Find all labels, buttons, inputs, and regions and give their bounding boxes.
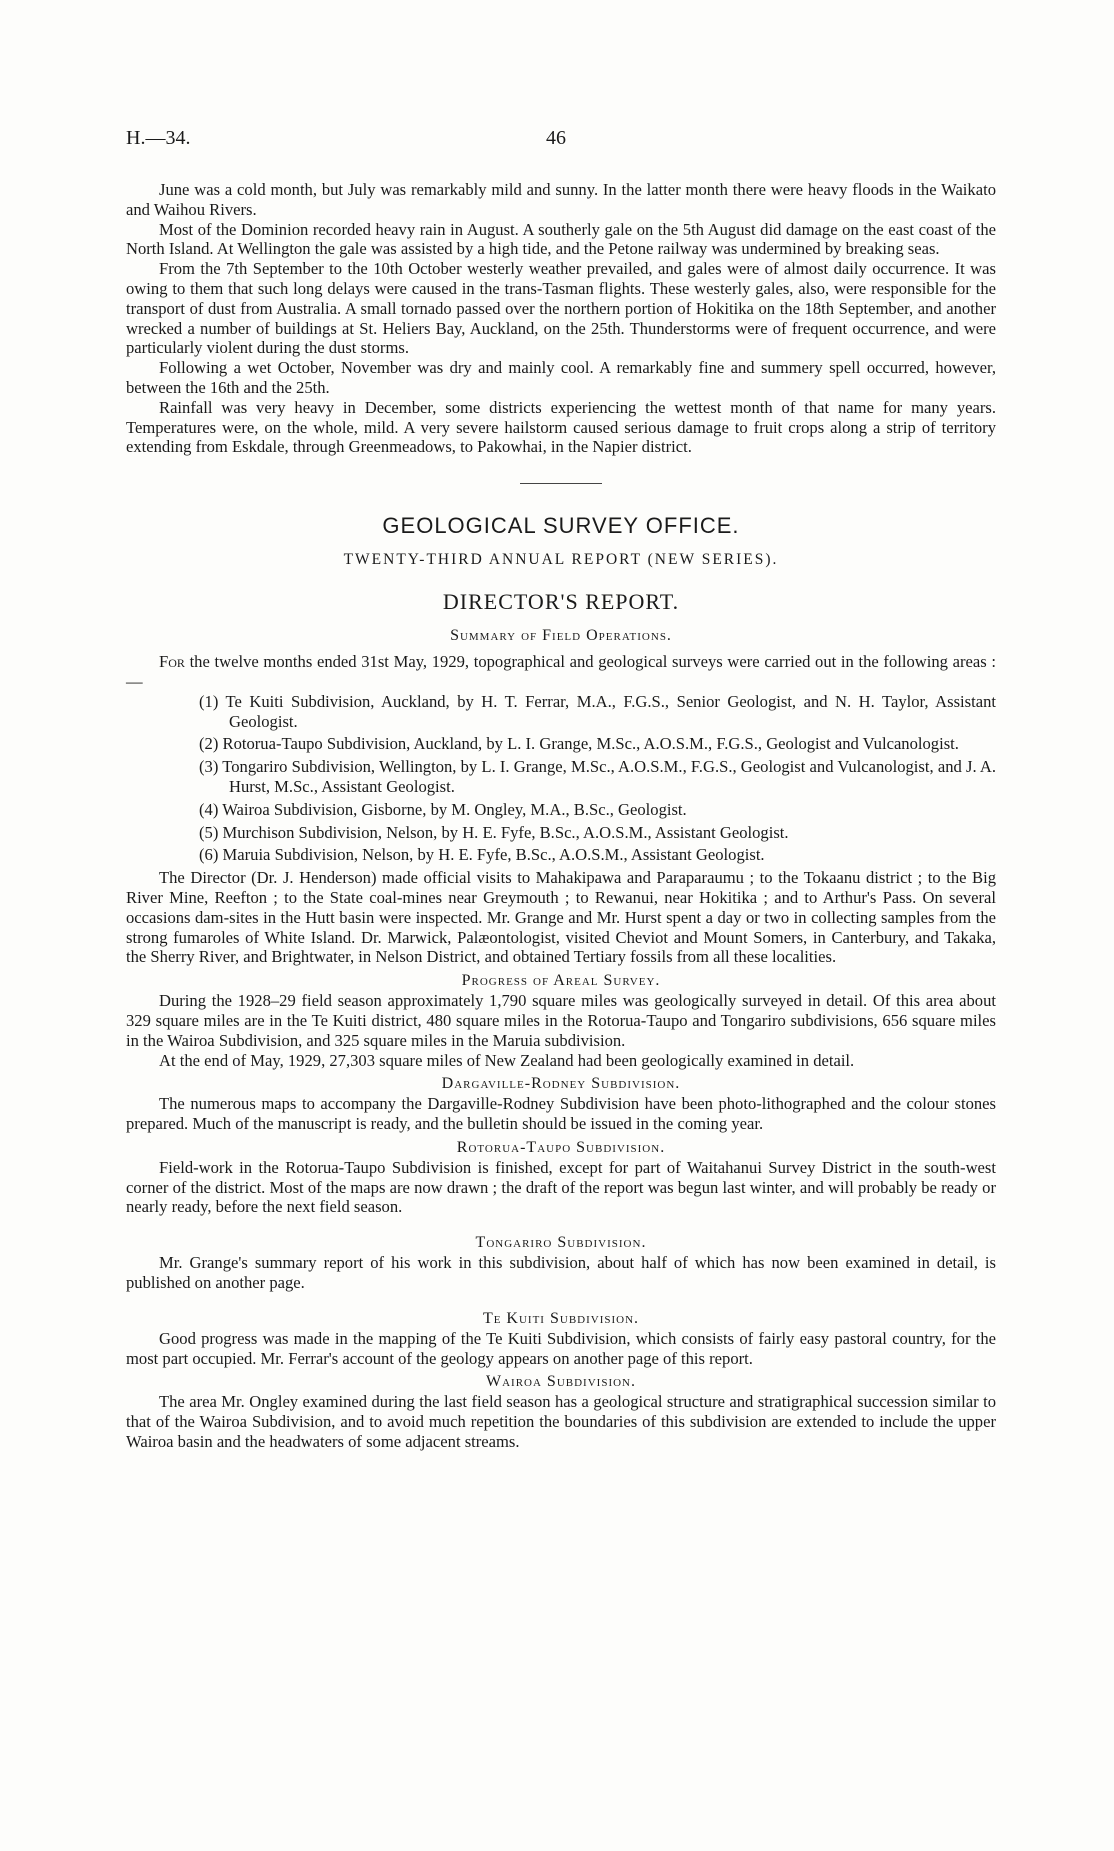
paragraph: The area Mr. Ongley examined during the last field season has a geological structure and stratigraphical succession similar to that of the Wairoa Subdivision, and to avoid much repetition the boundaries of this subdivision are extended to include the upper Wairoa basin and the headwaters of some adjacent streams. (126, 1392, 996, 1452)
summary-heading: Summary of Field Operations. (450, 627, 672, 645)
paragraph: At the end of May, 1929, 27,303 square miles of New Zealand had been geologically examined in detail. (159, 1050, 855, 1070)
section-heading: Dargaville-Rodney Subdivision. (441, 1075, 681, 1093)
list-item: (3) Tongariro Subdivision, Wellington, by L. I. Grange, M.Sc., A.O.S.M., F.G.S., Geologist and Vulcanologist, and J. A. Hurst, M.Sc., Assistant Geologist. (199, 757, 996, 796)
list-item: (2) Rotorua-Taupo Subdivision, Auckland, by L. I. Grange, M.Sc., A.O.S.M., F.G.S., Geologist and Vulcanologist. (199, 734, 959, 754)
section-wairoa (126, 1372, 996, 1451)
office-title: GEOLOGICAL SURVEY OFFICE. (382, 513, 740, 539)
section-heading: Te Kuiti Subdivision. (482, 1309, 640, 1327)
page-number: 46 (546, 127, 566, 149)
list-item: (5) Murchison Subdivision, Nelson, by H. E. Fyfe, B.Sc., A.O.S.M., Assistant Geologist. (199, 822, 789, 842)
director-visits-paragraph: The Director (Dr. J. Henderson) made official visits to Mahakipawa and Paraparaumu ; to the Tokaanu district ; to the Big River Mine, Reefton ; to the State coal-mines near Greymouth ; to Rewanui, near Hokitika ; and to Arthur's Pass. On several occasions dam-sites in the Hutt basin were inspected. Mr. Grange and Mr. Hurst spent a day or two in collecting samples from the strong fumaroles of White Island. Dr. Marwick, Palæontologist, visited Cheviot and Mount Somers, in Canterbury, and Takaka, the Sherry River, and Brightwater, in Nelson District, and obtained Tertiary fossils from all these localities. (126, 868, 996, 967)
section-tongariro (126, 1233, 996, 1293)
paragraph: Mr. Grange's summary report of his work in this subdivision, about half of which has now been examined in detail, is published on another page. (126, 1253, 996, 1293)
intro-section (126, 180, 996, 457)
director-report-title: DIRECTOR'S REPORT. (442, 589, 680, 615)
paragraph: Field-work in the Rotorua-Taupo Subdivision is finished, except for part of Waitahanui Survey District in the south-west corner of the district. Most of the maps are now drawn ; the draft of the report was begun last winter, and will probably be ready or nearly ready, before the next field season. (126, 1157, 996, 1217)
summary-intro-text: the twelve months ended 31st May, 1929, topographical and geological surveys were carried out in the following areas :— (126, 652, 996, 691)
summary-intro (126, 652, 996, 692)
section-areal-survey (126, 971, 996, 1070)
list-item: (6) Maruia Subdivision, Nelson, by H. E. Fyfe, B.Sc., A.O.S.M., Assistant Geologist. (199, 845, 765, 865)
section-heading: Progress of Areal Survey. (461, 972, 661, 990)
section-heading: Tongariro Subdivision. (475, 1234, 647, 1252)
list-item: (1) Te Kuiti Subdivision, Auckland, by H. T. Ferrar, M.A., F.G.S., Senior Geologist, and N. H. Taylor, Assistant Geologist. (199, 691, 996, 731)
paragraph: The numerous maps to accompany the Dargaville-Rodney Subdivision have been photo-lithographed and the colour stones prepared. Much of the manuscript is ready, and the bulletin should be issued in the coming year. (126, 1094, 996, 1134)
paragraph: From the 7th September to the 10th October westerly weather prevailed, and gales were of almost daily occurrence. It was owing to them that such long delays were caused in the trans-Tasman flights. These westerly gales, also, were responsible for the transport of dust from Australia. A small tornado passed over the northern portion of Hokitika on the 18th September, and another wrecked a number of buildings at St. Heliers Bay, Auckland, on the 25th. Thunderstorms were of frequent occurrence, and were particularly violent during the dust storms. (126, 259, 996, 358)
section-heading: Wairoa Subdivision. (486, 1373, 636, 1391)
list-item: (4) Wairoa Subdivision, Gisborne, by M. Ongley, M.A., B.Sc., Geologist. (199, 799, 687, 819)
survey-areas-list (126, 692, 996, 865)
section-dargaville-rodney (126, 1074, 996, 1134)
section-divider (520, 483, 602, 484)
main-column (126, 180, 996, 1452)
document-reference: H.—34. (126, 127, 191, 149)
report-subtitle: TWENTY-THIRD ANNUAL REPORT (NEW SERIES). (343, 551, 779, 569)
paragraph: During the 1928–29 field season approximately 1,790 square miles was geologically surveyed in detail. Of this area about 329 square miles are in the Te Kuiti district, 480 square miles in the Rotorua-Taupo and Tongariro subdivisions, 656 square miles in the Wairoa Subdivision, and 325 square miles in the Maruia subdivision. (126, 991, 996, 1050)
section-heading: Rotorua-Taupo Subdivision. (456, 1138, 666, 1156)
summary-intro-lead: For (159, 652, 185, 672)
paragraph: Following a wet October, November was dry and mainly cool. A remarkably fine and summery spell occurred, however, between the 16th and the 25th. (126, 358, 996, 397)
paragraph: Rainfall was very heavy in December, some districts experiencing the wettest month of that name for many years. Temperatures were, on the whole, mild. A very severe hailstorm caused serious damage to fruit crops along a strip of territory extending from Eskdale, through Greenmeadows, to Pakowhai, in the Napier district. (126, 397, 996, 457)
paragraph: June was a cold month, but July was remarkably mild and sunny. In the latter month there were heavy floods in the Waikato and Waihou Rivers. (126, 180, 996, 219)
section-rotorua-taupo (126, 1138, 996, 1217)
section-te-kuiti (126, 1309, 996, 1369)
paragraph: Good progress was made in the mapping of the Te Kuiti Subdivision, which consists of fairly easy pastoral country, for the most part occupied. Mr. Ferrar's account of the geology appears on another page of this report. (126, 1328, 996, 1368)
paragraph: Most of the Dominion recorded heavy rain in August. A southerly gale on the 5th August did damage on the east coast of the North Island. At Wellington the gale was assisted by a high tide, and the Petone railway was undermined by breaking seas. (126, 219, 996, 259)
